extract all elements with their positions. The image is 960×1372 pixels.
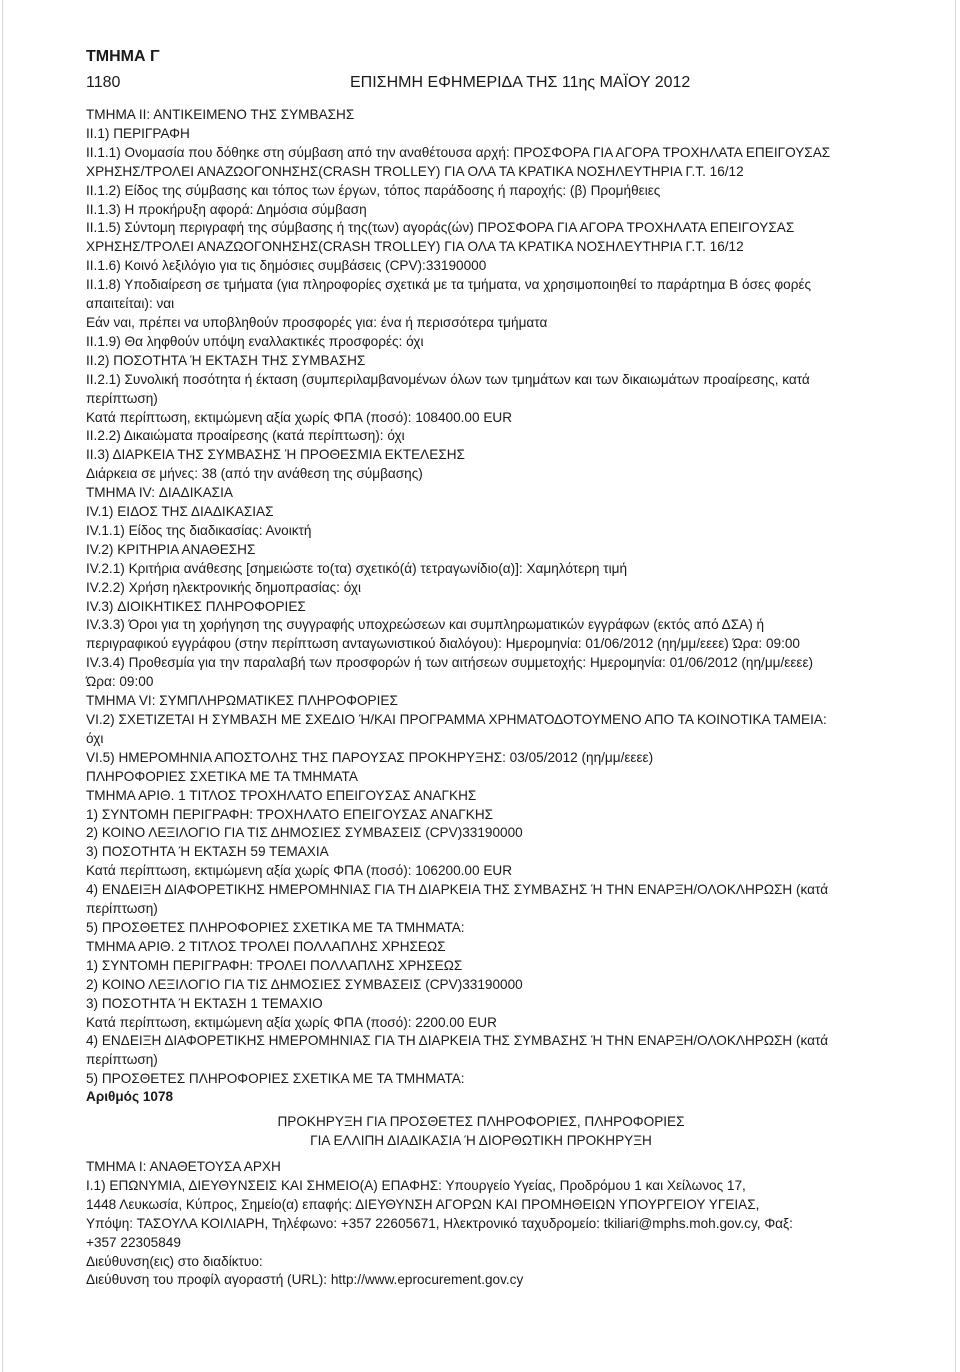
notice-text-line: ΤΜΗΜΑ Ι: ΑΝΑΘΕΤΟΥΣΑ ΑΡΧΗ bbox=[86, 1159, 281, 1174]
body-text-line: VI.5) ΗΜΕΡΟΜΗΝΙΑ ΑΠΟΣΤΟΛΗΣ ΤΗΣ ΠΑΡΟΥΣΑΣ ΠΡΟΚΗΡΥΞΗΣ: 03/05/2012 (ηη/μμ/εεεε) bbox=[86, 749, 654, 765]
body-text-line: 1) ΣΥΝΤΟΜΗ ΠΕΡΙΓΡΑΦΗ: ΤΡΟΛΕΙ ΠΟΛΛΑΠΛΗΣ ΧΡΗΣΕΩΣ bbox=[86, 957, 463, 973]
notice-text-line: Διεύθυνση του προφίλ αγοραστή (URL): http://www.eprocurement.gov.cy bbox=[86, 1272, 524, 1288]
body-text-line: 5) ΠΡΟΣΘΕΤΕΣ ΠΛΗΡΟΦΟΡΙΕΣ ΣΧΕΤΙΚΑ ΜΕ ΤΑ ΤΜΗΜΑΤΑ: bbox=[86, 919, 465, 935]
body-text-line: περίπτωση) bbox=[86, 901, 158, 917]
body-text-line: Ώρα: 09:00 bbox=[86, 674, 154, 690]
body-text-line: IV.1) ΕΙΔΟΣ ΤΗΣ ΔΙΑΔΙΚΑΣΙΑΣ bbox=[86, 504, 274, 520]
body-text-line: ΤΜΗΜΑ ΑΡΙΘ. 1 ΤΙΤΛΟΣ ΤΡΟΧΗΛΑΤΟ ΕΠΕΙΓΟΥΣΑΣ ΑΝΑΓΚΗΣ bbox=[86, 787, 477, 803]
body-text-line: VI.2) ΣΧΕΤΙΖΕΤΑΙ Η ΣΥΜΒΑΣΗ ΜΕ ΣΧΕΔΙΟ Ή/ΚΑΙ ΠΡΟΓΡΑΜΜΑ ΧΡΗΜΑΤΟΔΟΤΟΥΜΕΝΟ ΑΠΟ ΤΑ ΚΟΙΝΟΤΙΚΑ ΤΑΜΕΙΑ: bbox=[86, 712, 827, 727]
scan-edge-right bbox=[955, 0, 956, 1372]
body-text-line: ΙΙ.3) ΔΙΑΡΚΕΙΑ ΤΗΣ ΣΥΜΒΑΣΗΣ Ή ΠΡΟΘΕΣΜΙΑ ΕΚΤΕΛΕΣΗΣ bbox=[86, 447, 465, 463]
body-text-line: ΙΙ.2.1) Συνολική ποσότητα ή έκταση (συμπεριλαμβανομένων όλων των τμημάτων και των δικαιωμάτων προαίρεσης, κατά bbox=[86, 371, 810, 387]
body-text-line: IV.2) ΚΡΙΤΗΡΙΑ ΑΝΑΘΕΣΗΣ bbox=[86, 541, 256, 557]
notice-text-line: Υπόψη: ΤΑΣΟΥΛΑ ΚΟΙΛΙΑΡΗ, Τηλέφωνο: +357 22605671, Ηλεκτρονικό ταχυδρομείο: tkiliari@mphs.moh.gov.cy, Φαξ: bbox=[86, 1215, 793, 1231]
body-text-line: Διάρκεια σε μήνες: 38 (από την ανάθεση της σύμβασης) bbox=[86, 466, 423, 482]
body-text-line: ΙΙ.1.8) Υποδιαίρεση σε τμήματα (για πληροφορίες σχετικά με τα τμήματα, να χρησιμοποιηθεί το παράρτημα Β όσες φορές bbox=[86, 277, 812, 293]
body-text-line: ΤΜΗΜΑ ΑΡΙΘ. 2 ΤΙΤΛΟΣ ΤΡΟΛΕΙ ΠΟΛΛΑΠΛΗΣ ΧΡΗΣΕΩΣ bbox=[86, 938, 446, 954]
body-text-line: Κατά περίπτωση, εκτιμώμενη αξία χωρίς ΦΠΑ (ποσό): 2200.00 EUR bbox=[86, 1014, 497, 1030]
body-text-line: 2) ΚΟΙΝΟ ΛΕΞΙΛΟΓΙΟ ΓΙΑ ΤΙΣ ΔΗΜΟΣΙΕΣ ΣΥΜΒΑΣΕΙΣ (CPV)33190000 bbox=[86, 976, 523, 992]
body-text-line: Εάν ναι, πρέπει να υποβληθούν προσφορές για: ένα ή περισσότερα τμήματα bbox=[86, 314, 548, 330]
body-text-line: ΙΙ.1.2) Είδος της σύμβασης και τόπος των έργων, τόπος παράδοσης ή παροχής: (β) Προμήθειες bbox=[86, 182, 661, 198]
notice-text-line: Διεύθυνση(εις) στο διαδίκτυο: bbox=[86, 1253, 263, 1269]
body-text-line: IV.2.2) Χρήση ηλεκτρονικής δημοπρασίας: όχι bbox=[86, 579, 362, 595]
gazette-title: ΕΠΙΣΗΜΗ ΕΦΗΜΕΡΙΔΑ ΤΗΣ 11ης ΜΑΪΟΥ 2012 bbox=[350, 74, 691, 91]
body-text-line: ΧΡΗΣΗΣ/ΤΡΟΛΕΙ ΑΝΑΖΩΟΓΟΝΗΣΗΣ(CRASH TROLLEY) ΓΙΑ ΟΛΑ ΤΑ ΚΡΑΤΙΚΑ ΝΟΣΗΛΕΥΤΗΡΙΑ Γ.Τ. 16/12 bbox=[86, 163, 744, 179]
body-text-line: 3) ΠΟΣΟΤΗΤΑ Ή ΕΚΤΑΣΗ 1 ΤΕΜΑΧΙΟ bbox=[86, 995, 323, 1011]
page-number: 1180 bbox=[86, 74, 121, 91]
body-text-line: ΙΙ.1.9) Θα ληφθούν υπόψη εναλλακτικές προσφορές: όχι bbox=[86, 333, 424, 349]
body-text-line: περίπτωση) bbox=[86, 390, 158, 406]
body-text-line: 1) ΣΥΝΤΟΜΗ ΠΕΡΙΓΡΑΦΗ: ΤΡΟΧΗΛΑΤΟ ΕΠΕΙΓΟΥΣΑΣ ΑΝΑΓΚΗΣ bbox=[86, 806, 494, 822]
notice-title-line: ΓΙΑ ΕΛΛΙΠΗ ΔΙΑΔΙΚΑΣΙΑ Ή ΔΙΟΡΘΩΤΙΚΗ ΠΡΟΚΗΡΥΞΗ bbox=[310, 1133, 652, 1148]
body-text-line: περιγραφικού εγγράφου (στην περίπτωση ανταγωνιστικού διαλόγου): Ημερομηνία: 01/06/2012 (ηη/μμ/εεεε) Ώρα: 09:00 bbox=[86, 636, 800, 652]
body-text-line: ΤΜΗΜΑ VI: ΣΥΜΠΛΗΡΩΜΑΤΙΚΕΣ ΠΛΗΡΟΦΟΡΙΕΣ bbox=[86, 693, 398, 709]
notice-text-line: 1448 Λευκωσία, Κύπρος, Σημείο(α) επαφής: ΔΙΕΥΘΥΝΣΗ ΑΓΟΡΩΝ ΚΑΙ ΠΡΟΜΗΘΕΙΩΝ ΥΠΟΥΡΓΕΙΟΥ ΥΓΕΙΑΣ, bbox=[86, 1196, 760, 1212]
scan-edge-left bbox=[2, 0, 3, 1372]
body-text-line: ΙΙ.1.6) Κοινό λεξιλόγιο για τις δημόσιες συμβάσεις (CPV):33190000 bbox=[86, 258, 487, 274]
body-text-line: IV.1.1) Είδος της διαδικασίας: Ανοικτή bbox=[86, 522, 312, 538]
body-text-line: ΙΙ.2) ΠΟΣΟΤΗΤΑ Ή ΕΚΤΑΣΗ ΤΗΣ ΣΥΜΒΑΣΗΣ bbox=[86, 352, 366, 368]
section-letter: ΤΜΗΜΑ Γ bbox=[86, 48, 160, 65]
body-text-line: IV.3.3) Όροι για τη χορήγηση της συγγραφής υποχρεώσεων και συμπληρωματικών εγγράφων (εκτός από ΔΣΑ) ή bbox=[86, 617, 765, 633]
body-text-line: 4) ΕΝΔΕΙΞΗ ΔΙΑΦΟΡΕΤΙΚΗΣ ΗΜΕΡΟΜΗΝΙΑΣ ΓΙΑ ΤΗ ΔΙΑΡΚΕΙΑ ΤΗΣ ΣΥΜΒΑΣΗΣ Ή ΤΗΝ ΕΝΑΡΞΗ/ΟΛΟΚΛΗΡΩΣΗ (κατά bbox=[86, 882, 829, 898]
notice-number: Αριθμός 1078 bbox=[86, 1089, 174, 1104]
body-text-line: ΠΛΗΡΟΦΟΡΙΕΣ ΣΧΕΤΙΚΑ ΜΕ ΤΑ ΤΜΗΜΑΤΑ bbox=[86, 768, 358, 784]
notice-body bbox=[86, 1158, 876, 1290]
body-text-line: 2) ΚΟΙΝΟ ΛΕΞΙΛΟΓΙΟ ΓΙΑ ΤΙΣ ΔΗΜΟΣΙΕΣ ΣΥΜΒΑΣΕΙΣ (CPV)33190000 bbox=[86, 825, 523, 841]
body-text-line: ΤΜΗΜΑ ΙΙ: ΑΝΤΙΚΕΙΜΕΝΟ ΤΗΣ ΣΥΜΒΑΣΗΣ bbox=[86, 107, 355, 122]
notice-text-line: +357 22305849 bbox=[86, 1234, 181, 1250]
body-text-line: απαιτείται): ναι bbox=[86, 296, 175, 312]
body-text-line: ΙΙ.1) ΠΕΡΙΓΡΑΦΗ bbox=[86, 125, 190, 141]
body-text-line: Κατά περίπτωση, εκτιμώμενη αξία χωρίς ΦΠΑ (ποσό): 106200.00 EUR bbox=[86, 863, 513, 879]
body-text-line: όχι bbox=[86, 730, 104, 746]
notice-text-line: Ι.1) ΕΠΩΝΥΜΙΑ, ΔΙΕΥΘΥΝΣΕΙΣ ΚΑΙ ΣΗΜΕΙΟ(Α) ΕΠΑΦΗΣ: Υπουργείο Υγείας, Προδρόμου 1 και Χείλωνος 17, bbox=[86, 1177, 746, 1193]
body-text-line: ΙΙ.1.5) Σύντομη περιγραφή της σύμβασης ή της(των) αγοράς(ών) ΠΡΟΣΦΟΡΑ ΓΙΑ ΑΓΟΡΑ ΤΡΟΧΗΛΑΤΑ ΕΠΕΙΓΟΥΣΑΣ bbox=[86, 220, 795, 236]
body-text-line: 5) ΠΡΟΣΘΕΤΕΣ ΠΛΗΡΟΦΟΡΙΕΣ ΣΧΕΤΙΚΑ ΜΕ ΤΑ ΤΜΗΜΑΤΑ: bbox=[86, 1071, 465, 1087]
body-text-line: ΙΙ.1.1) Ονομασία που δόθηκε στη σύμβαση από την αναθέτουσα αρχή: ΠΡΟΣΦΟΡΑ ΓΙΑ ΑΓΟΡΑ ΤΡΟΧΗΛΑΤΑ ΕΠΕΙΓΟΥΣΑΣ bbox=[86, 144, 831, 160]
body-text-line: 3) ΠΟΣΟΤΗΤΑ Ή ΕΚΤΑΣΗ 59 ΤΕΜΑΧΙΑ bbox=[86, 844, 329, 860]
body-text-line: 4) ΕΝΔΕΙΞΗ ΔΙΑΦΟΡΕΤΙΚΗΣ ΗΜΕΡΟΜΗΝΙΑΣ ΓΙΑ ΤΗ ΔΙΑΡΚΕΙΑ ΤΗΣ ΣΥΜΒΑΣΗΣ Ή ΤΗΝ ΕΝΑΡΞΗ/ΟΛΟΚΛΗΡΩΣΗ (κατά bbox=[86, 1033, 829, 1049]
body-text-line: ΙΙ.2.2) Δικαιώματα προαίρεσης (κατά περίπτωση): όχι bbox=[86, 428, 405, 444]
body-text-line: IV.2.1) Κριτήρια ανάθεσης [σημειώστε το(τα) σχετικό(ά) τετραγωνίδιο(α)]: Χαμηλότερη τιμή bbox=[86, 560, 628, 576]
body-text-line: IV.3.4) Προθεσμία για την παραλαβή των προσφορών ή των αιτήσεων συμμετοχής: Ημερομηνία: 01/06/2012 (ηη/μμ/εεεε) bbox=[86, 655, 814, 671]
body-text-line: περίπτωση) bbox=[86, 1052, 158, 1068]
body-text-line: ΤΜΗΜΑ IV: ΔΙΑΔΙΚΑΣΙΑ bbox=[86, 485, 233, 501]
notice-title-line: ΠΡΟΚΗΡΥΞΗ ΓΙΑ ΠΡΟΣΘΕΤΕΣ ΠΛΗΡΟΦΟΡΙΕΣ, ΠΛΗΡΟΦΟΡΙΕΣ bbox=[277, 1114, 685, 1129]
body-text-line: ΙΙ.1.3) Η προκήρυξη αφορά: Δημόσια σύμβαση bbox=[86, 201, 367, 217]
body-text-line: Κατά περίπτωση, εκτιμώμενη αξία χωρίς ΦΠΑ (ποσό): 108400.00 EUR bbox=[86, 409, 513, 425]
body-text-line: IV.3) ΔΙΟΙΚΗΤΙΚΕΣ ΠΛΗΡΟΦΟΡΙΕΣ bbox=[86, 598, 306, 614]
body-text-line: ΧΡΗΣΗΣ/ΤΡΟΛΕΙ ΑΝΑΖΩΟΓΟΝΗΣΗΣ(CRASH TROLLEY) ΓΙΑ ΟΛΑ ΤΑ ΚΡΑΤΙΚΑ ΝΟΣΗΛΕΥΤΗΡΙΑ Γ.Τ. 16/12 bbox=[86, 239, 744, 255]
notice-title bbox=[86, 1112, 876, 1150]
contract-section-body bbox=[86, 106, 876, 1089]
